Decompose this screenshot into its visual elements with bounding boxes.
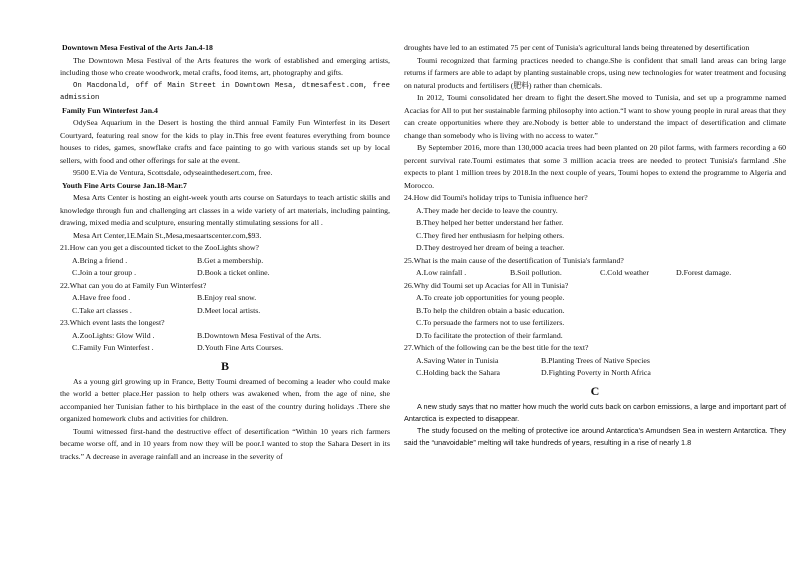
left-column	[60, 42, 390, 463]
question-25-options	[404, 267, 786, 280]
option-a: A.To create job opportunities for young people.	[416, 293, 565, 302]
option-b: B.Planting Trees of Native Species	[541, 355, 650, 365]
question-21: 21.How can you get a discounted ticket to the ZooLights show?	[60, 243, 259, 252]
option-b: B.To help the children obtain a basic education.	[416, 305, 565, 315]
option-d: D.Meet local artists.	[197, 305, 261, 315]
passage-c-paragraph-1: A new study says that no matter how much the world cuts back on carbon emissions, a large and important part of Antarctica is expected to disappear.	[404, 401, 786, 423]
option-a: A.They made her decide to leave the country.	[416, 205, 558, 215]
question-26-options	[404, 292, 786, 342]
option-d: D.Youth Fine Arts Courses.	[197, 343, 284, 352]
passage-b-paragraph-4: In 2012, Toumi consolidated her dream to fight the desert.She moved to Tunisia, and set up a programme named Acacias for All to put her sustainable farming philosophy into action.“I want to show young people in rural areas that they can create opportunities where they are.Nobody is better able to understand the impact of desertification and climate change than somebody who is living with no access to water.”	[404, 93, 786, 140]
option-d: D.To facilitate the protection of their farmland.	[416, 330, 563, 340]
option-c: C.Join a tour group .	[72, 268, 137, 277]
ad1-title: Downtown Mesa Festival of the Arts Jan.4-18	[62, 43, 213, 52]
ad2-address: 9500 E.Via de Ventura, Scottsdale, odyseainthedesert.com, free.	[73, 168, 273, 177]
ad3-body: Mesa Arts Center is hosting an eight-week youth arts course on Saturdays to teach artistic skills and knowledge through fun and challenging art classes in a wide variety of art materials, including painting, drawing, mixed media and sculpture, ensuring mentally stimulating sessions for all .	[60, 193, 390, 227]
ad1-body: The Downtown Mesa Festival of the Arts features the work of established and emerging artists, including those who create woodwork, metal crafts, food items, art, photography and gifts.	[60, 55, 390, 77]
option-a: A.ZooLights: Glow Wild .	[72, 330, 155, 340]
option-d: D.Fighting Poverty in North Africa	[541, 368, 651, 377]
section-c-heading: C	[590, 383, 600, 398]
option-c: C.They fired her enthusiasm for helping others.	[416, 230, 565, 240]
passage-b-paragraph-5: By September 2016, more than 130,000 acacia trees had been planted on 20 pilot farms, with farmers recording a 60 percent survival rate.Toumi estimates that some 3 million acacia trees are needed to protect Tunisia's farmland .She expects to plant 1 million trees by 2018.In the next couple of years, Toumi hopes to extend the programme to Algeria and Morocco.	[404, 143, 786, 190]
question-22-options	[60, 292, 390, 317]
ad3-title: Youth Fine Arts Course Jan.18-Mar.7	[62, 180, 187, 190]
question-26: 26.Why did Toumi set up Acacias for All in Tunisia?	[404, 280, 569, 290]
question-27: 27.Which of the following can be the best title for the text?	[404, 343, 589, 352]
ad1-address: On Macdonald, off of Main Street in Downtown Mesa, dtmesafest.com, free admission	[60, 81, 390, 102]
passage-b-paragraph-2-continued: droughts have led to an estimated 75 per cent of Tunisia's agricultural lands being threatened by desertification	[404, 43, 750, 52]
option-c: C.Family Fun Winterfest .	[72, 343, 154, 352]
option-b: B.Enjoy real snow.	[197, 293, 257, 302]
passage-b-paragraph-2: Toumi witnessed first-hand the destructive effect of desertification “Within 10 years rich farmers became worse off, and in 10 years from now they will be poor.I wanted to stop the Sahara Desert in its tracks.” A decrease in average rainfall and an increase in the severity of	[60, 426, 390, 461]
question-25: 25.What is the main cause of the desertification of Tunisia's farmland?	[404, 255, 624, 265]
option-a: A.Bring a friend .	[72, 255, 128, 265]
ad2-body: OdySea Aquarium in the Desert is hosting the third annual Family Fun Winterfest in its Desert Courtyard, featuring real snow for the kids to play in.This free event features everything from bounce houses to rides, games, snowflake crafts and face painting to go with various stands set up by local sellers, with food and other offerings for sale at the event.	[60, 118, 390, 165]
option-c: C.Cold weather	[600, 268, 649, 277]
option-c: C.Take art classes .	[72, 305, 132, 315]
ad2-title: Family Fun Winterfest Jan.4	[62, 105, 158, 115]
option-a: A.Low rainfall .	[416, 268, 467, 277]
question-23-options	[60, 330, 390, 355]
question-24-options	[404, 205, 786, 255]
option-b: B.Soil pollution.	[510, 268, 562, 277]
option-c: C.Holding back the Sahara	[416, 368, 501, 377]
section-b-heading: B	[220, 358, 229, 373]
question-24: 24.How did Toumi's holiday trips to Tunisia influence her?	[404, 193, 588, 202]
question-23: 23.Which event lasts the longest?	[60, 318, 165, 327]
passage-c-paragraph-2: The study focused on the melting of protective ice around Antarctica’s Amundsen Sea in western Antarctica. They said the “unavoidable” melting will take hundreds of years, resulting in a rise of nearly 1.8	[404, 426, 786, 448]
right-column	[404, 42, 786, 450]
passage-b-paragraph-3: Toumi recognized that farming practices needed to change.She is confident that small land areas can bring large returns if farmers are able to adapt by planting sustainable crops, using new technologies for water treatment and focusing on natural products and fertilisers (肥料) rather than chemicals.	[404, 55, 786, 90]
option-b: B.Downtown Mesa Festival of the Arts.	[197, 330, 322, 340]
passage-b-paragraph-1: As a young girl growing up in France, Betty Toumi dreamed of becoming a leader who could make the world a better place.Her passion to help others was awakened when, from the age of nine, she accompanied her Tunisian father to his birthplace in the east of the country during holidays .There she organized homework clubs and activities for children.	[60, 376, 390, 423]
option-d: D.Book a ticket online.	[197, 268, 270, 277]
option-d: D.They destroyed her dream of being a teacher.	[416, 243, 565, 252]
option-b: B.They helped her better understand her father.	[416, 218, 564, 227]
option-c: C.To persuade the farmers not to use fertilizers.	[416, 318, 565, 327]
question-22: 22.What can you do at Family Fun Winterfest?	[60, 280, 207, 290]
ad3-address: Mesa Art Center,1E.Main St.,Mesa,mesaartscenter.com,$93.	[73, 230, 262, 240]
option-d: D.Forest damage.	[676, 268, 732, 277]
option-a: A.Have free food .	[72, 293, 131, 302]
option-b: B.Get a membership.	[197, 255, 264, 265]
question-27-options	[404, 355, 786, 380]
question-21-options	[60, 255, 390, 280]
option-a: A.Saving Water in Tunisia	[416, 355, 499, 365]
